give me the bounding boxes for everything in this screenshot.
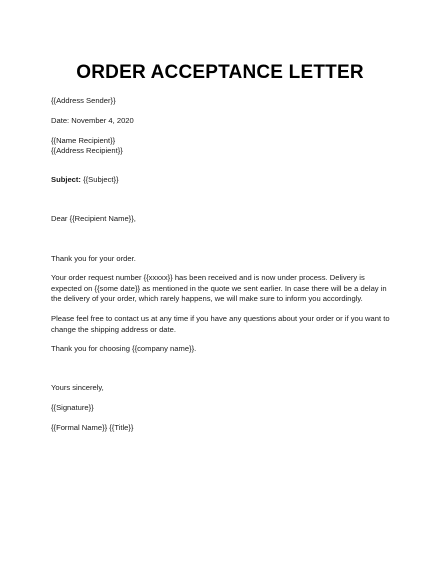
signature: {{Signature}} (51, 403, 94, 412)
salutation: Dear {{Recipient Name}}, (51, 214, 136, 223)
address-recipient: {{Address Recipient}} (51, 146, 123, 155)
formal-name: {{Formal Name}} {{Title}} (51, 423, 134, 432)
subject-label: Subject: (51, 175, 81, 184)
letter-date: Date: November 4, 2020 (51, 116, 134, 125)
paragraph-contact: Please feel free to contact us at any time if you have any questions about your order or if you want to change the shipping address or date. (51, 314, 390, 334)
name-recipient: {{Name Recipient}} (51, 136, 116, 145)
thanks-order: Thank you for your order. (51, 254, 136, 263)
address-sender: {{Address Sender}} (51, 96, 116, 105)
subject-value: {{Subject}} (80, 175, 119, 184)
subject-line (51, 175, 119, 185)
paragraph-order-status: Your order request number {{xxxxx}} has been received and is now under process. Delivery is expected on {{some date}} as mentioned in the quote we sent earlier. In case there will be a delay in the delivery of your order, which rarely happens, we will make sure to inform you accordingly. (51, 273, 387, 304)
letter-title: ORDER ACCEPTANCE LETTER (76, 62, 364, 83)
closing: Yours sincerely, (51, 383, 104, 392)
thanks-choosing: Thank you for choosing {{company name}}. (51, 344, 197, 353)
